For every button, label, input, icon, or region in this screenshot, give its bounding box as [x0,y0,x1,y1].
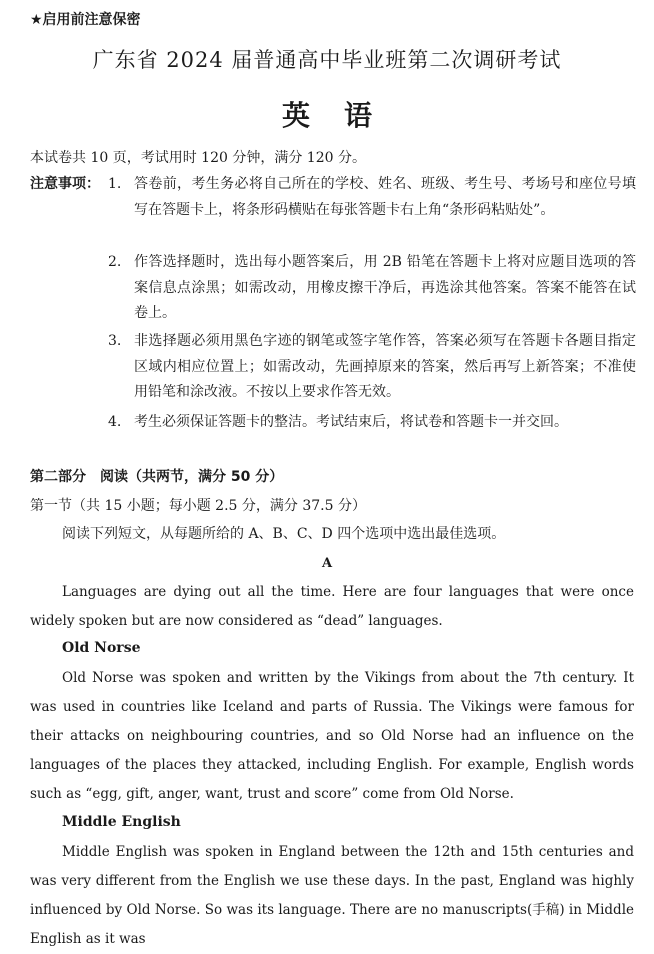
note-item-4 [108,410,636,436]
passage-intro: Languages are dying out all the time. Here are four languages that were once widely spoken but are now considered as “dead” languages. [30,584,634,629]
notes-label: 注意事项： [30,176,100,192]
middle-english-paragraph: Middle English was spoken in England between the 12th and 15th centuries and was very different from the English we use these days. In the past, England was highly influenced by Old Norse. So was its language. There are no manuscripts(手稿) in Middle English as it was [30,844,634,947]
section-heading: 第二部分 阅读（共两节，满分 50 分） [30,469,284,485]
note-number: 2. [108,254,122,270]
old-norse-heading: Old Norse [62,640,141,656]
note-item-3 [108,329,636,406]
middle-english-heading: Middle English [62,814,181,830]
note-text: 非选择题必须用黑色字迹的钢笔或签字笔作答，答案必须写在答题卡各题目指定区域内相应位置上；如需改动，先画掉原来的答案，然后再写上新答案；不准使用铅笔和涂改液。不按以上要求作答无效。 [134,333,636,400]
exam-title: 广东省 2024 届普通高中毕业班第二次调研考试 [92,48,562,72]
section-instruction: 阅读下列短文，从每题所给的 A、B、C、D 四个选项中选出最佳选项。 [62,526,506,542]
note-text: 作答选择题时，选出每小题答案后，用 2B 铅笔在答题卡上将对应题目选项的答案信息点涂黑；如需改动，用橡皮擦干净后，再选涂其他答案。答案不能答在试卷上。 [134,254,636,321]
passage-letter: A [321,556,333,571]
note-text: 答卷前，考生务必将自己所在的学校、姓名、班级、考生号、考场号和座位号填写在答题卡上，将条形码横贴在每张答题卡右上角“条形码粘贴处”。 [134,176,636,218]
note-number: 1. [108,176,122,192]
exam-intro: 本试卷共 10 页，考试用时 120 分钟，满分 120 分。 [30,150,366,166]
note-number: 3. [108,333,122,349]
note-number: 4. [108,414,122,430]
note-item-1 [108,172,636,223]
confidentiality-mark: ★启用前注意保密 [30,12,141,28]
note-item-2 [108,250,636,327]
note-text: 考生必须保证答题卡的整洁。考试结束后，将试卷和答题卡一并交回。 [134,414,568,430]
old-norse-paragraph: Old Norse was spoken and written by the Vikings from about the 7th century. It was used in countries like Iceland and parts of Russia. The Vikings were famous for their attacks on neighbouring countries, and so Old Norse had an influence on the languages of the places they attacked, including English. For example, English words such as “egg, gift, anger, want, trust and score” come from Old Norse. [30,670,634,802]
subject-title: 英语 [281,99,406,132]
section-subheading: 第一节（共 15 小题；每小题 2.5 分，满分 37.5 分） [30,498,366,514]
